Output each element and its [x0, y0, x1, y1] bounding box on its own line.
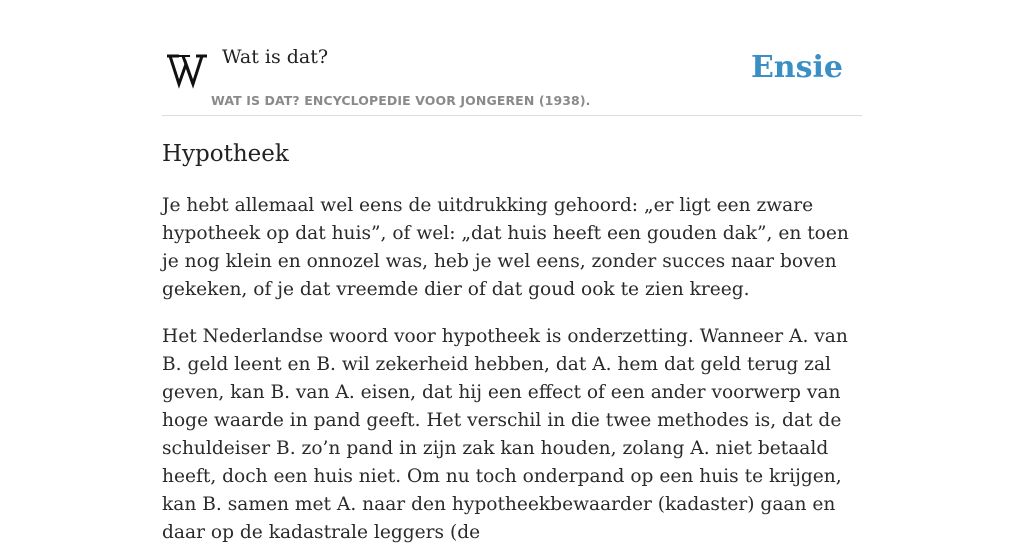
article	[162, 138, 862, 547]
article-paragraph: Het Nederlandse woord voor hypotheek is onderzetting. Wanneer A. van B. geld leent en B. wil zekerheid hebben, dat A. hem dat geld terug zal geven, kan B. van A. eisen, dat hij een effect of een ander voorwerp van hoge waarde in pand geeft. Het verschil in die twee methodes is, dat de schuldeiser B. zo’n pand in zijn zak kan houden, zolang A. niet betaald heeft, doch een huis niet. Om nu toch onderpand op een huis te krijgen, kan B. samen met A. naar den hypotheekbewaarder (kadaster) gaan en daar op de kadastrale leggers (de	[162, 326, 848, 543]
article-paragraph: Je hebt allemaal wel eens de uitdrukking gehoord: „er ligt een zware hypotheek op dat huis”, of wel: „dat huis heeft een gouden dak”, en toen je nog klein en onnozel was, heb je wel eens, zonder succes naar boven gekeken, of je dat vreemde dier of dat goud ook te zien kreeg.	[162, 195, 849, 300]
source-subtitle: WAT IS DAT? ENCYCLOPEDIE VOOR JONGEREN (1938).	[211, 93, 591, 108]
wikipedia-w-icon[interactable]	[164, 50, 208, 90]
brand-logo-link[interactable]: Ensie	[750, 50, 843, 85]
header	[162, 40, 862, 116]
article-title: Hypotheek	[162, 141, 289, 167]
source-title[interactable]: Wat is dat?	[222, 46, 329, 68]
